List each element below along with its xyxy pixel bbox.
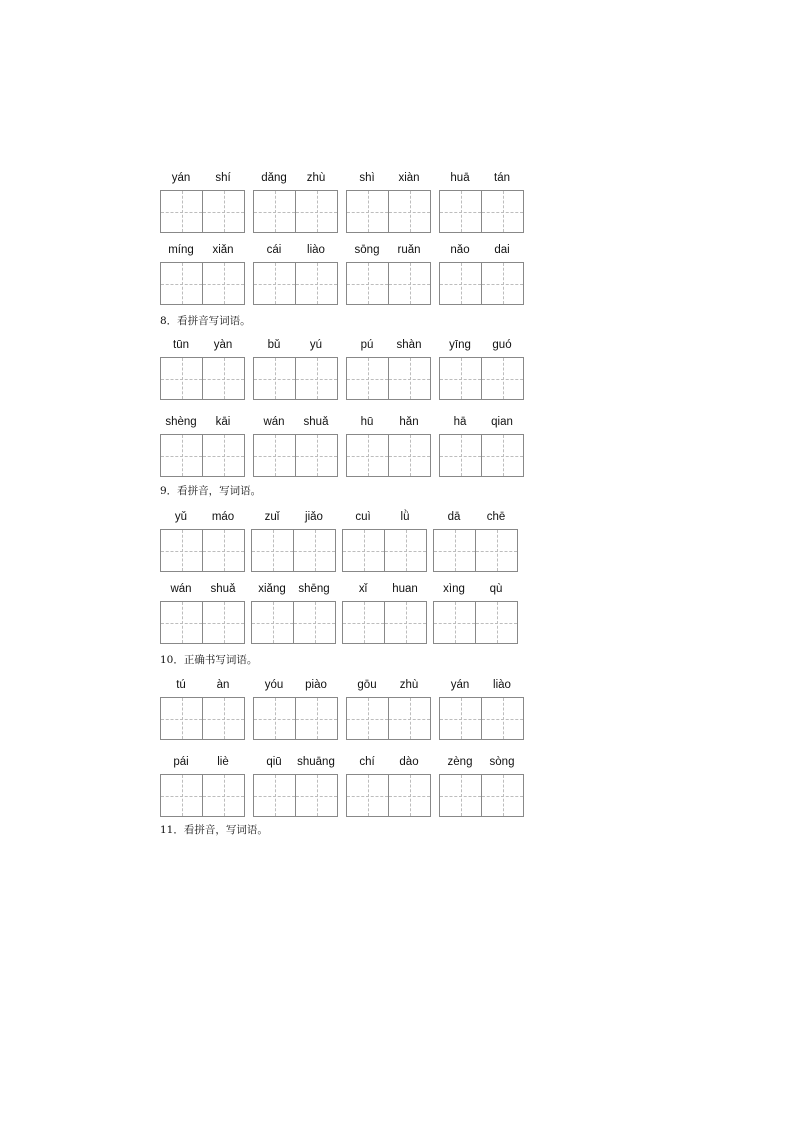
tianzige-writing-box[interactable] bbox=[295, 434, 338, 477]
pinyin-label: xiǎn bbox=[212, 244, 234, 256]
tianzige-writing-box[interactable] bbox=[202, 262, 245, 305]
tianzige-writing-box[interactable] bbox=[295, 190, 338, 233]
writing-grid bbox=[439, 774, 523, 816]
tianzige-writing-box[interactable] bbox=[475, 601, 518, 644]
pinyin-label: pái bbox=[173, 756, 189, 768]
writing-grid bbox=[342, 601, 426, 643]
tianzige-writing-box[interactable] bbox=[439, 357, 482, 400]
pinyin-label: lǜ bbox=[400, 511, 410, 523]
pinyin-label: piào bbox=[305, 679, 327, 691]
word-group bbox=[439, 677, 525, 741]
writing-grid bbox=[439, 190, 523, 232]
pinyin-label: xǐ bbox=[358, 583, 368, 595]
word-group bbox=[253, 242, 339, 306]
word-group bbox=[439, 170, 525, 234]
word-group bbox=[346, 754, 432, 818]
question-heading: 10．正确书写词语。 bbox=[160, 654, 258, 666]
tianzige-writing-box[interactable] bbox=[439, 697, 482, 740]
writing-grid bbox=[251, 601, 335, 643]
tianzige-writing-box[interactable] bbox=[251, 529, 294, 572]
word-group bbox=[160, 414, 246, 478]
pinyin-label: shuǎ bbox=[210, 583, 236, 595]
tianzige-writing-box[interactable] bbox=[293, 529, 336, 572]
writing-grid bbox=[439, 357, 523, 399]
pinyin-label: chí bbox=[359, 756, 375, 768]
pinyin-label: qiū bbox=[266, 756, 282, 768]
word-group bbox=[346, 242, 432, 306]
tianzige-writing-box[interactable] bbox=[346, 190, 389, 233]
pinyin-label: shí bbox=[215, 172, 231, 184]
word-group bbox=[253, 337, 339, 401]
pinyin-label: huan bbox=[392, 583, 418, 595]
tianzige-writing-box[interactable] bbox=[202, 434, 245, 477]
tianzige-writing-box[interactable] bbox=[384, 529, 427, 572]
pinyin-label: sòng bbox=[489, 756, 515, 768]
pinyin-label: àn bbox=[216, 679, 230, 691]
tianzige-writing-box[interactable] bbox=[388, 190, 431, 233]
word-group bbox=[346, 414, 432, 478]
tianzige-writing-box[interactable] bbox=[439, 190, 482, 233]
question-heading: 9．看拼音，写词语。 bbox=[160, 485, 262, 497]
pinyin-label: gōu bbox=[357, 679, 377, 691]
pinyin-label: yàn bbox=[213, 339, 233, 351]
writing-grid bbox=[253, 434, 337, 476]
tianzige-writing-box[interactable] bbox=[251, 601, 294, 644]
pinyin-label: zhù bbox=[399, 679, 419, 691]
pinyin-label: yīng bbox=[449, 339, 471, 351]
writing-grid bbox=[160, 529, 244, 571]
word-group bbox=[253, 677, 339, 741]
pinyin-label: máo bbox=[211, 511, 235, 523]
tianzige-writing-box[interactable] bbox=[475, 529, 518, 572]
word-group bbox=[253, 754, 339, 818]
writing-grid bbox=[439, 434, 523, 476]
pinyin-label: yóu bbox=[264, 679, 284, 691]
pinyin-label: zuǐ bbox=[264, 511, 280, 523]
tianzige-writing-box[interactable] bbox=[388, 262, 431, 305]
tianzige-writing-box[interactable] bbox=[439, 262, 482, 305]
tianzige-writing-box[interactable] bbox=[433, 601, 476, 644]
writing-grid bbox=[160, 357, 244, 399]
tianzige-writing-box[interactable] bbox=[388, 434, 431, 477]
pinyin-label: xìng bbox=[443, 583, 465, 595]
pinyin-label: qian bbox=[491, 416, 513, 428]
tianzige-writing-box[interactable] bbox=[346, 697, 389, 740]
pinyin-label: dai bbox=[494, 244, 510, 256]
question-heading: 11．看拼音，写词语。 bbox=[160, 824, 268, 836]
tianzige-writing-box[interactable] bbox=[160, 190, 203, 233]
tianzige-writing-box[interactable] bbox=[202, 357, 245, 400]
pinyin-label: cuì bbox=[355, 511, 371, 523]
writing-grid bbox=[433, 601, 517, 643]
pinyin-label: hā bbox=[453, 416, 467, 428]
tianzige-writing-box[interactable] bbox=[433, 529, 476, 572]
writing-grid bbox=[346, 434, 430, 476]
writing-grid bbox=[160, 262, 244, 304]
tianzige-writing-box[interactable] bbox=[160, 434, 203, 477]
writing-grid bbox=[160, 697, 244, 739]
writing-grid bbox=[342, 529, 426, 571]
pinyin-label: cái bbox=[266, 244, 282, 256]
word-group bbox=[160, 677, 246, 741]
tianzige-writing-box[interactable] bbox=[160, 774, 203, 817]
tianzige-writing-box[interactable] bbox=[202, 774, 245, 817]
word-group bbox=[160, 509, 246, 573]
word-group bbox=[251, 509, 337, 573]
tianzige-writing-box[interactable] bbox=[481, 262, 524, 305]
pinyin-label: shì bbox=[359, 172, 375, 184]
tianzige-writing-box[interactable] bbox=[384, 601, 427, 644]
pinyin-label: yán bbox=[171, 172, 191, 184]
tianzige-writing-box[interactable] bbox=[160, 357, 203, 400]
writing-grid bbox=[346, 190, 430, 232]
tianzige-writing-box[interactable] bbox=[439, 774, 482, 817]
pinyin-label: yú bbox=[309, 339, 323, 351]
tianzige-writing-box[interactable] bbox=[295, 697, 338, 740]
pinyin-label: hū bbox=[360, 416, 374, 428]
writing-grid bbox=[346, 774, 430, 816]
pinyin-label: huā bbox=[450, 172, 470, 184]
tianzige-writing-box[interactable] bbox=[342, 529, 385, 572]
pinyin-label: qù bbox=[489, 583, 503, 595]
writing-grid bbox=[160, 601, 244, 643]
pinyin-label: nǎo bbox=[450, 244, 470, 256]
pinyin-label: guó bbox=[492, 339, 512, 351]
writing-grid bbox=[346, 697, 430, 739]
word-group bbox=[439, 242, 525, 306]
pinyin-label: shàn bbox=[396, 339, 422, 351]
tianzige-writing-box[interactable] bbox=[253, 190, 296, 233]
pinyin-label: shēng bbox=[298, 583, 330, 595]
tianzige-writing-box[interactable] bbox=[295, 357, 338, 400]
tianzige-writing-box[interactable] bbox=[295, 774, 338, 817]
tianzige-writing-box[interactable] bbox=[160, 262, 203, 305]
word-group bbox=[439, 337, 525, 401]
pinyin-label: dào bbox=[399, 756, 419, 768]
writing-grid bbox=[346, 262, 430, 304]
tianzige-writing-box[interactable] bbox=[346, 357, 389, 400]
pinyin-label: wán bbox=[263, 416, 285, 428]
pinyin-label: shuāng bbox=[297, 756, 335, 768]
tianzige-writing-box[interactable] bbox=[293, 601, 336, 644]
pinyin-label: jiǎo bbox=[305, 511, 323, 523]
tianzige-writing-box[interactable] bbox=[253, 697, 296, 740]
pinyin-label: tūn bbox=[173, 339, 189, 351]
pinyin-label: shèng bbox=[165, 416, 197, 428]
pinyin-label: yán bbox=[450, 679, 470, 691]
pinyin-label: bǔ bbox=[267, 339, 281, 351]
writing-grid bbox=[433, 529, 517, 571]
tianzige-writing-box[interactable] bbox=[202, 697, 245, 740]
pinyin-label: dǎng bbox=[261, 172, 287, 184]
tianzige-writing-box[interactable] bbox=[481, 774, 524, 817]
tianzige-writing-box[interactable] bbox=[253, 434, 296, 477]
writing-grid bbox=[253, 357, 337, 399]
pinyin-label: zhù bbox=[306, 172, 326, 184]
pinyin-label: xiǎng bbox=[258, 583, 286, 595]
word-group bbox=[346, 677, 432, 741]
pinyin-label: sōng bbox=[354, 244, 380, 256]
word-group bbox=[253, 170, 339, 234]
word-group bbox=[342, 509, 428, 573]
word-group bbox=[251, 581, 337, 645]
pinyin-label: ruǎn bbox=[397, 244, 421, 256]
word-group bbox=[346, 337, 432, 401]
writing-grid bbox=[251, 529, 335, 571]
tianzige-writing-box[interactable] bbox=[342, 601, 385, 644]
pinyin-label: liào bbox=[307, 244, 325, 256]
pinyin-label: xiàn bbox=[398, 172, 420, 184]
tianzige-writing-box[interactable] bbox=[253, 774, 296, 817]
pinyin-label: shuǎ bbox=[303, 416, 329, 428]
word-group bbox=[433, 581, 519, 645]
tianzige-writing-box[interactable] bbox=[481, 697, 524, 740]
writing-grid bbox=[439, 262, 523, 304]
writing-grid bbox=[346, 357, 430, 399]
pinyin-label: liè bbox=[217, 756, 229, 768]
word-group bbox=[346, 170, 432, 234]
word-group bbox=[160, 754, 246, 818]
pinyin-label: pú bbox=[360, 339, 374, 351]
tianzige-writing-box[interactable] bbox=[346, 774, 389, 817]
tianzige-writing-box[interactable] bbox=[160, 697, 203, 740]
writing-grid bbox=[439, 697, 523, 739]
word-group bbox=[439, 414, 525, 478]
tianzige-writing-box[interactable] bbox=[388, 357, 431, 400]
word-group bbox=[342, 581, 428, 645]
tianzige-writing-box[interactable] bbox=[253, 357, 296, 400]
writing-grid bbox=[253, 262, 337, 304]
word-group bbox=[439, 754, 525, 818]
tianzige-writing-box[interactable] bbox=[481, 434, 524, 477]
word-group bbox=[160, 242, 246, 306]
tianzige-writing-box[interactable] bbox=[439, 434, 482, 477]
pinyin-label: kāi bbox=[215, 416, 231, 428]
word-group bbox=[160, 170, 246, 234]
pinyin-label: dā bbox=[447, 511, 461, 523]
tianzige-writing-box[interactable] bbox=[202, 190, 245, 233]
pinyin-label: chē bbox=[486, 511, 506, 523]
tianzige-writing-box[interactable] bbox=[388, 774, 431, 817]
word-group bbox=[160, 581, 246, 645]
question-heading: 8．看拼音写词语。 bbox=[160, 315, 251, 327]
pinyin-label: liào bbox=[493, 679, 511, 691]
pinyin-label: míng bbox=[168, 244, 194, 256]
tianzige-writing-box[interactable] bbox=[346, 434, 389, 477]
writing-grid bbox=[253, 190, 337, 232]
pinyin-label: hǎn bbox=[399, 416, 419, 428]
tianzige-writing-box[interactable] bbox=[202, 601, 245, 644]
word-group bbox=[160, 337, 246, 401]
writing-grid bbox=[160, 434, 244, 476]
tianzige-writing-box[interactable] bbox=[346, 262, 389, 305]
tianzige-writing-box[interactable] bbox=[388, 697, 431, 740]
tianzige-writing-box[interactable] bbox=[160, 601, 203, 644]
pinyin-label: tú bbox=[176, 679, 186, 691]
word-group bbox=[433, 509, 519, 573]
pinyin-label: zèng bbox=[447, 756, 473, 768]
tianzige-writing-box[interactable] bbox=[481, 190, 524, 233]
pinyin-label: tán bbox=[494, 172, 510, 184]
tianzige-writing-box[interactable] bbox=[295, 262, 338, 305]
pinyin-label: yǔ bbox=[174, 511, 188, 523]
writing-grid bbox=[253, 697, 337, 739]
writing-grid bbox=[253, 774, 337, 816]
tianzige-writing-box[interactable] bbox=[160, 529, 203, 572]
word-group bbox=[253, 414, 339, 478]
tianzige-writing-box[interactable] bbox=[481, 357, 524, 400]
tianzige-writing-box[interactable] bbox=[202, 529, 245, 572]
writing-grid bbox=[160, 774, 244, 816]
writing-grid bbox=[160, 190, 244, 232]
tianzige-writing-box[interactable] bbox=[253, 262, 296, 305]
pinyin-label: wán bbox=[170, 583, 192, 595]
